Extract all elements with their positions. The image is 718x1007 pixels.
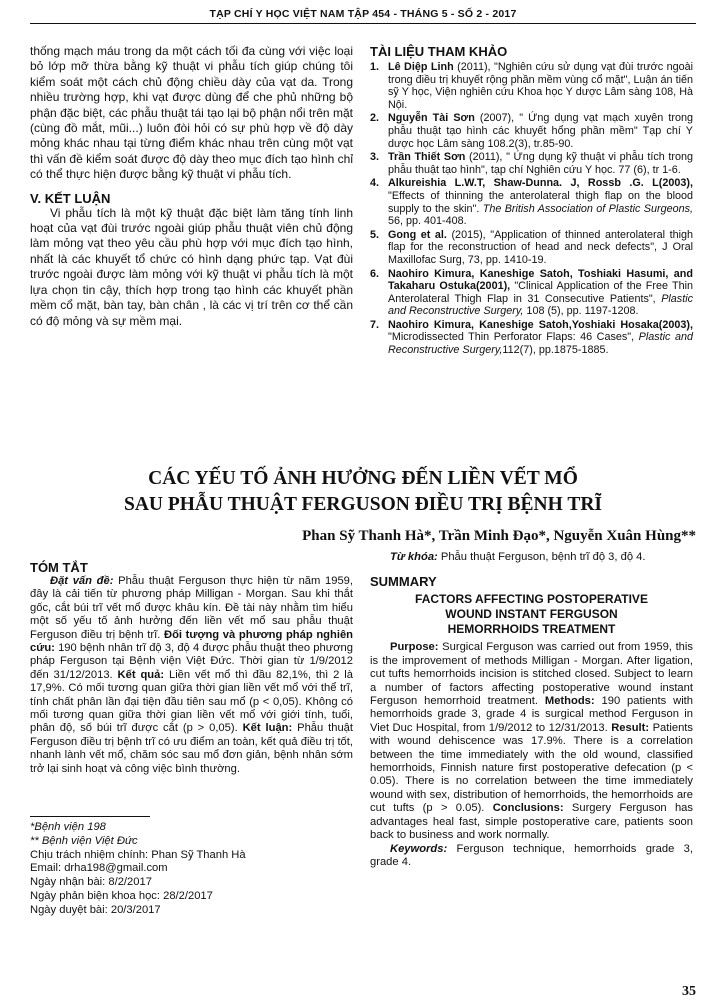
summary-title: FACTORS AFFECTING POSTOPERATIVE WOUND INSTANT FERGUSON HEMORRHOIDS TREATMENT [415, 592, 648, 637]
summary-heading: SUMMARY [370, 574, 437, 590]
approval-date: Ngày duyệt bài: 20/3/2017 [30, 903, 161, 916]
received-date: Ngày nhận bài: 8/2/2017 [30, 876, 152, 889]
affiliation-2: ** Bệnh viện Việt Đức [30, 834, 138, 847]
reference-item: 6. Naohiro Kimura, Kaneshige Satoh, Toshiaki Hasumi, and Takaharu Ostuka(2001), "Clinical Application of the Free Thin Anterolateral Thigh Flap in 31 Consecutive Patients", Plastic and Reconstructive Surgery, 108 (5), pp. 1197-1208. [370, 267, 693, 318]
article-title [30, 466, 696, 518]
references-heading: TÀI LIỆU THAM KHẢO [370, 44, 508, 59]
affiliation-1: *Bệnh viện 198 [30, 821, 106, 834]
abstract-heading: TÓM TẮT [30, 560, 88, 575]
conclusion-paragraph: Vi phẫu tích là một kỹ thuật đặc biệt làm tăng tính linh hoạt của vạt đùi trước ngoài giúp phẫu thuật viên chủ động làm mỏng vạt theo yêu cầu phù hợp với mục đích tạo hình, nhất là các khuyết tổ chức có hình dạng phức tạp. Vạt đùi trước ngoài được làm mỏng với kỹ thuật vi phẫu tích là một lựa chọn tin cậy, thích hợp trong tạo hình các khuyết phần mềm cổ mặt, bàn tay, bàn chân , là các vị trí trên cơ thể cần có độ mỏng và sự mềm mại. [30, 205, 353, 328]
review-date: Ngày phản biện khoa học: 28/2/2017 [30, 890, 213, 903]
article-title-line-1: CÁC YẾU TỐ ẢNH HƯỞNG ĐẾN LIỀN VẾT MỔ [148, 468, 578, 489]
running-header: TẠP CHÍ Y HỌC VIỆT NAM TẬP 454 - THÁNG 5 - SỐ 2 - 2017 [30, 8, 696, 24]
english-summary-column [370, 551, 693, 869]
vietnamese-abstract-column [30, 560, 353, 918]
reference-list [370, 61, 693, 357]
reference-item: 1. Lê Diệp Linh (2011), "Nghiên cứu sử dụng vạt đùi trước ngoài trong điều trị khuyết rộng phần mềm vùng cổ mặt", Luận án tiến sỹ Y học, Viện nghiên cứu Khoa học Y dược Lâm sàng 108, Hà Nội. [370, 61, 693, 111]
abstract-paragraph: Đặt vấn đề: Phẫu thuật Ferguson thực hiện từ năm 1959, đây là cải tiến từ phương pháp Milligan - Morgan. Sau khi thắt gốc, cắt búi trĩ vết mổ được khâu kín. Đề tài này nhằm tìm hiểu một số yếu tố ảnh hưởng đến liền vết mổ sau phẫu thuật Ferguson điều trị bệnh trĩ. Đối tượng và phương pháp nghiên cứu: 190 bệnh nhân trĩ độ 3, độ 4 được phẫu thuật theo phương pháp Ferguson tại Bệnh viện Việt Đức. Thời gian từ 1/9/2012 đến 31/12/2013. Kết quả: Liền vết mổ thì đầu 82,1%, thì 2 là 17,9%. Có mối tương quan giữa thời gian liền vết mổ với thể trĩ, tính chất phân lần đại tiện đầu tiên sau mổ (p < 0,05). Không có mối tương quan giữa thời gian liền vết mổ với giới tính, tuổi, phân độ, số búi trĩ được cắt (p > 0,05). Kết luận: Phẫu thuật Ferguson điều trị bệnh trĩ có ưu điểm an toàn, kết quả điều trị tốt, nhanh lành vết mổ, chăm sóc sau mổ đơn giản, bệnh nhân sớm trở lại sinh hoạt và công việc bình thường. [30, 575, 354, 775]
references-column [370, 44, 693, 358]
contact-email: Email: drha198@gmail.com [30, 862, 168, 875]
continued-paragraph: thống mạch máu trong da một cách tối đa cùng với việc loại bỏ lớp mỡ thừa bằng kỹ thuật vi phẫu tích giúp chúng tôi kiểm soát một cách chủ động chiều dày của vạt da. Trong nhiều trường hợp, khi vạt được dùng để che phủ những bộ phận đặc biệt, các phẫu thuật tái tạo lại bộ phận nổi trên mặt (cùng đồ mắt, mũi...) luôn đòi hỏi có sự phù hợp về độ dày mỏng khác nhau tại từng điểm khác nhau trên cùng một vạt thì vấn đề kiểm soát được độ dày theo mục đích tạo hình chỉ có thể thực hiện được bằng kỹ thuật vi phẫu tích. [30, 44, 353, 182]
conclusion-heading: V. KẾT LUẬN [30, 190, 111, 206]
reference-item: 5. Gong et al. (2015), "Application of thinned anterolateral thigh flap for the reconstruction of head and neck defects", J Oral Maxillofac Surg, 73, pp. 1410-19. [370, 228, 693, 266]
article-title-line-2: SAU PHẪU THUẬT FERGUSON ĐIỀU TRỊ BỆNH TRĨ [123, 494, 603, 515]
responsible-author: Chịu trách nhiệm chính: Phan Sỹ Thanh Hà [30, 848, 246, 861]
reference-item: 4. Alkureishia L.W.T, Shaw-Dunna. J, Rossb .G. L(2003), "Effects of thinning the anterolateral thigh flap on the blood supply to the skin". The British Association of Plastic Surgeons, 56, pp. 401-408. [370, 177, 694, 228]
summary-paragraph: Purpose: Surgical Ferguson was carried out from 1959, this is the improvement of methods Milligan - Morgan. After ligation, cut tufts hemorrhoids incision is stitched closed. Subject to learn a number of factors affecting postoperative wound instant Ferguson hemorrhoid treatment. Methods: 190 patients with hemorrhoids grade 3, grade 4 is surgical method Ferguson in Viet Duc Hospital, from 1/9/2012 to 12/31/2013. Result: Patients with wound dehiscence was 17.9%. There is a correlation between the time immediately with the old wound, classified hemorrhoids, Finnish nature first postoperative defecation (p < 0.05). There is no correlation between the time immediately wound with sex, distribution of hemorrhoids, the hemorrhoids are cut tufts (p > 0.05). Conclusions: Surgery Ferguson has advantages heal fast, simple postoperative care, patients soon back to business and work normally. [370, 641, 694, 842]
reference-item: 2. Nguyễn Tài Sơn (2007), " Ứng dụng vạt mạch xuyên trong phẫu thuật tạo hình các khuyết hổng phần mềm" Tạp chí Y dược học Lâm sàng 108.2(3), tr.85-90. [370, 112, 693, 150]
article-authors: Phan Sỹ Thanh Hà*, Trần Minh Đạo*, Nguyễn Xuân Hùng** [302, 528, 696, 544]
page-number: 35 [682, 984, 696, 999]
top-left-column [30, 44, 353, 329]
keywords-vi: Từ khóa: Phẫu thuật Ferguson, bệnh trĩ độ 3, độ 4. [390, 551, 646, 563]
footnote-rule [30, 816, 150, 817]
reference-item: 7. Naohiro Kimura, Kaneshige Satoh,Yoshiaki Hosaka(2003), "Microdissected Thin Perforator Flaps: 46 Cases", Plastic and Reconstructive Surgery,112(7), pp.1875-1885. [370, 318, 693, 357]
reference-item: 3. Trần Thiết Sơn (2011), " Ứng dụng kỹ thuật vi phẫu tích trong phẫu thuật tạo hình", tạp chí Nghiên cứu Y học. 77 (6), tr 1-6. [370, 151, 693, 176]
keywords-en: Keywords: Ferguson technique, hemorrhoids grade 3, grade 4. [370, 842, 693, 868]
